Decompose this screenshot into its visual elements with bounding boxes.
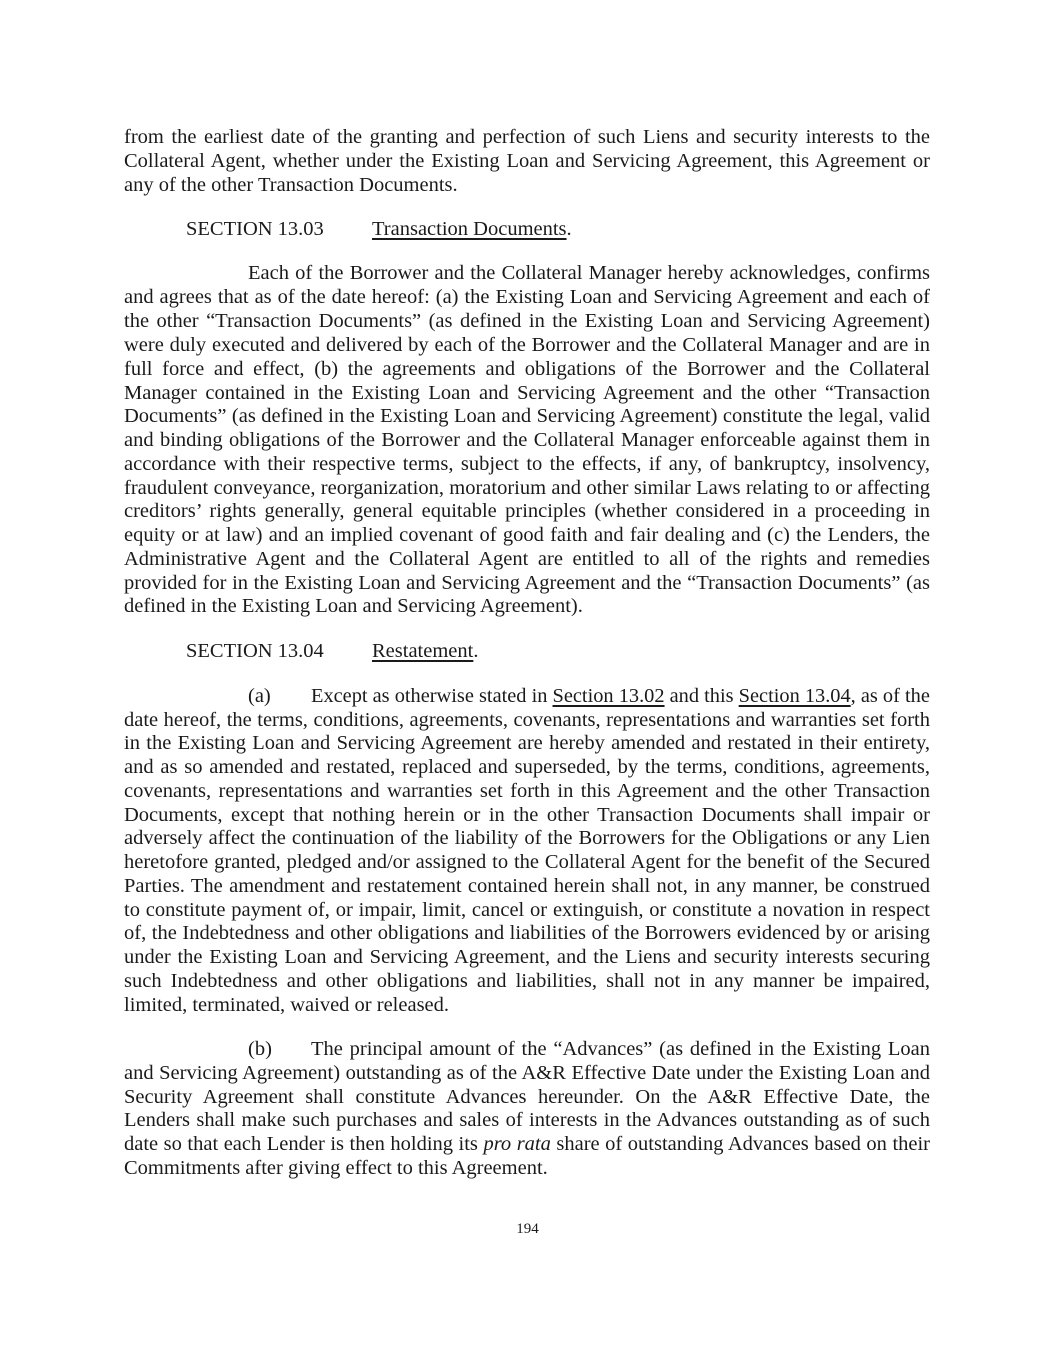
text-line: equity or at law) and an implied covenant of good faith and fair dealing and (c) the Lenders, the: [124, 524, 930, 546]
text-line: Documents, except that nothing herein or in the other Transaction Documents shall impair or: [124, 804, 930, 826]
section-title: [372, 217, 572, 241]
text-line: Collateral Agent, whether under the Existing Loan and Servicing Agreement, this Agreement or: [124, 150, 930, 172]
text-line: under the Existing Loan and Servicing Agreement, and the Liens and security interests securing: [124, 946, 930, 968]
text-line: such Indebtedness and other obligations and liabilities, shall not in any manner be impaired,: [124, 970, 930, 992]
text-run: and this: [664, 685, 739, 707]
clause-label: (a): [248, 685, 271, 707]
text-line: Parties. The amendment and restatement contained herein shall not, in any manner, be construed: [124, 875, 930, 897]
text-run: , as of the: [850, 685, 930, 707]
text-line: the other “Transaction Documents” (as defined in the Existing Loan and Servicing Agreement): [124, 310, 930, 332]
text-line: of, the Indebtedness and other obligations and liabilities of the Borrowers evidenced by or arising: [124, 922, 930, 944]
text-line: limited, terminated, waived or released.: [124, 994, 450, 1016]
text-line: provided for in the Existing Loan and Servicing Agreement and the “Transaction Documents” (as: [124, 572, 930, 594]
text-line: were duly executed and delivered by each of the Borrower and the Collateral Manager and are in: [124, 334, 930, 356]
text-line: Each of the Borrower and the Collateral Manager hereby acknowledges, confirms: [248, 262, 930, 284]
clause-label: (b): [248, 1038, 272, 1060]
text-line: from the earliest date of the granting and perfection of such Liens and security interests to the: [124, 126, 930, 148]
section-title-text: Transaction Documents: [372, 218, 567, 240]
text-run: date so that each Lender is then holding its: [124, 1133, 484, 1155]
section-title-text: Restatement: [372, 640, 474, 662]
clause-a-first-line: [311, 684, 930, 708]
text-line: Security Agreement shall constitute Advances hereunder. On the A&R Effective Date, the: [124, 1086, 930, 1108]
text-line: full force and effect, (b) the agreements and obligations of the Borrower and the Collateral: [124, 358, 930, 380]
page-number: 194: [516, 1221, 539, 1237]
text-line: defined in the Existing Loan and Servicing Agreement).: [124, 595, 583, 617]
text-run: share of outstanding Advances based on their: [550, 1133, 931, 1155]
section-13-02-link[interactable]: Section 13.02: [552, 685, 665, 707]
text-line: Lenders shall make such purchases and sales of interests in the Advances outstanding as of such: [124, 1109, 930, 1131]
text-line: heretofore granted, pledged and/or assigned to the Collateral Agent for the benefit of the Secured: [124, 851, 930, 873]
text-line: fraudulent conveyance, reorganization, moratorium and other similar Laws relating to or affecting: [124, 477, 930, 499]
text-line: covenants, representations and warranties set forth in this Agreement and the other Transaction: [124, 780, 930, 802]
text-line: adversely affect the continuation of the liability of the Borrowers for the Obligations or any Lien: [124, 827, 930, 849]
section-13-04-link[interactable]: Section 13.04: [738, 685, 851, 707]
text-line: Manager contained in the Existing Loan and Servicing Agreement and the other “Transaction: [124, 382, 930, 404]
text-line: Documents” (as defined in the Existing Loan and Servicing Agreement) constitute the legal, valid: [124, 405, 930, 427]
text-line-with-italic: [124, 1132, 930, 1156]
clause-b-first-line: The principal amount of the “Advances” (as defined in the Existing Loan: [311, 1038, 930, 1060]
section-number: SECTION 13.04: [186, 640, 324, 662]
italic-term: pro rata: [483, 1133, 551, 1155]
text-line: date hereof, the terms, conditions, agreements, covenants, representations and warranties set forth: [124, 709, 930, 731]
text-line: Administrative Agent and the Collateral Agent are entitled to all of the rights and remedies: [124, 548, 930, 570]
text-line: in the Existing Loan and Servicing Agreement are hereby amended and restated in their entirety,: [124, 732, 930, 754]
section-number: SECTION 13.03: [186, 218, 324, 240]
section-title-suffix: .: [473, 640, 479, 662]
text-line: accordance with their respective terms, subject to the effects, if any, of bankruptcy, insolvency,: [124, 453, 930, 475]
text-line: and as so amended and restated, replaced and superseded, by the terms, conditions, agreements,: [124, 756, 930, 778]
text-line: and agrees that as of the date hereof: (a) the Existing Loan and Servicing Agreement and each of: [124, 286, 930, 308]
text-line: and Servicing Agreement) outstanding as of the A&R Effective Date under the Existing Loan and: [124, 1062, 930, 1084]
section-title-suffix: .: [566, 218, 572, 240]
text-line: any of the other Transaction Documents.: [124, 174, 458, 196]
text-line: Commitments after giving effect to this Agreement.: [124, 1157, 548, 1179]
text-run: Except as otherwise stated in: [311, 685, 553, 707]
text-line: to constitute payment of, or impair, limit, cancel or extinguish, or constitute a novation in respect: [124, 899, 930, 921]
text-line: creditors’ rights generally, general equitable principles (whether considered in a proceeding in: [124, 500, 930, 522]
section-title: [372, 639, 478, 663]
text-line: and binding obligations of the Borrower and the Collateral Manager enforceable against them in: [124, 429, 930, 451]
